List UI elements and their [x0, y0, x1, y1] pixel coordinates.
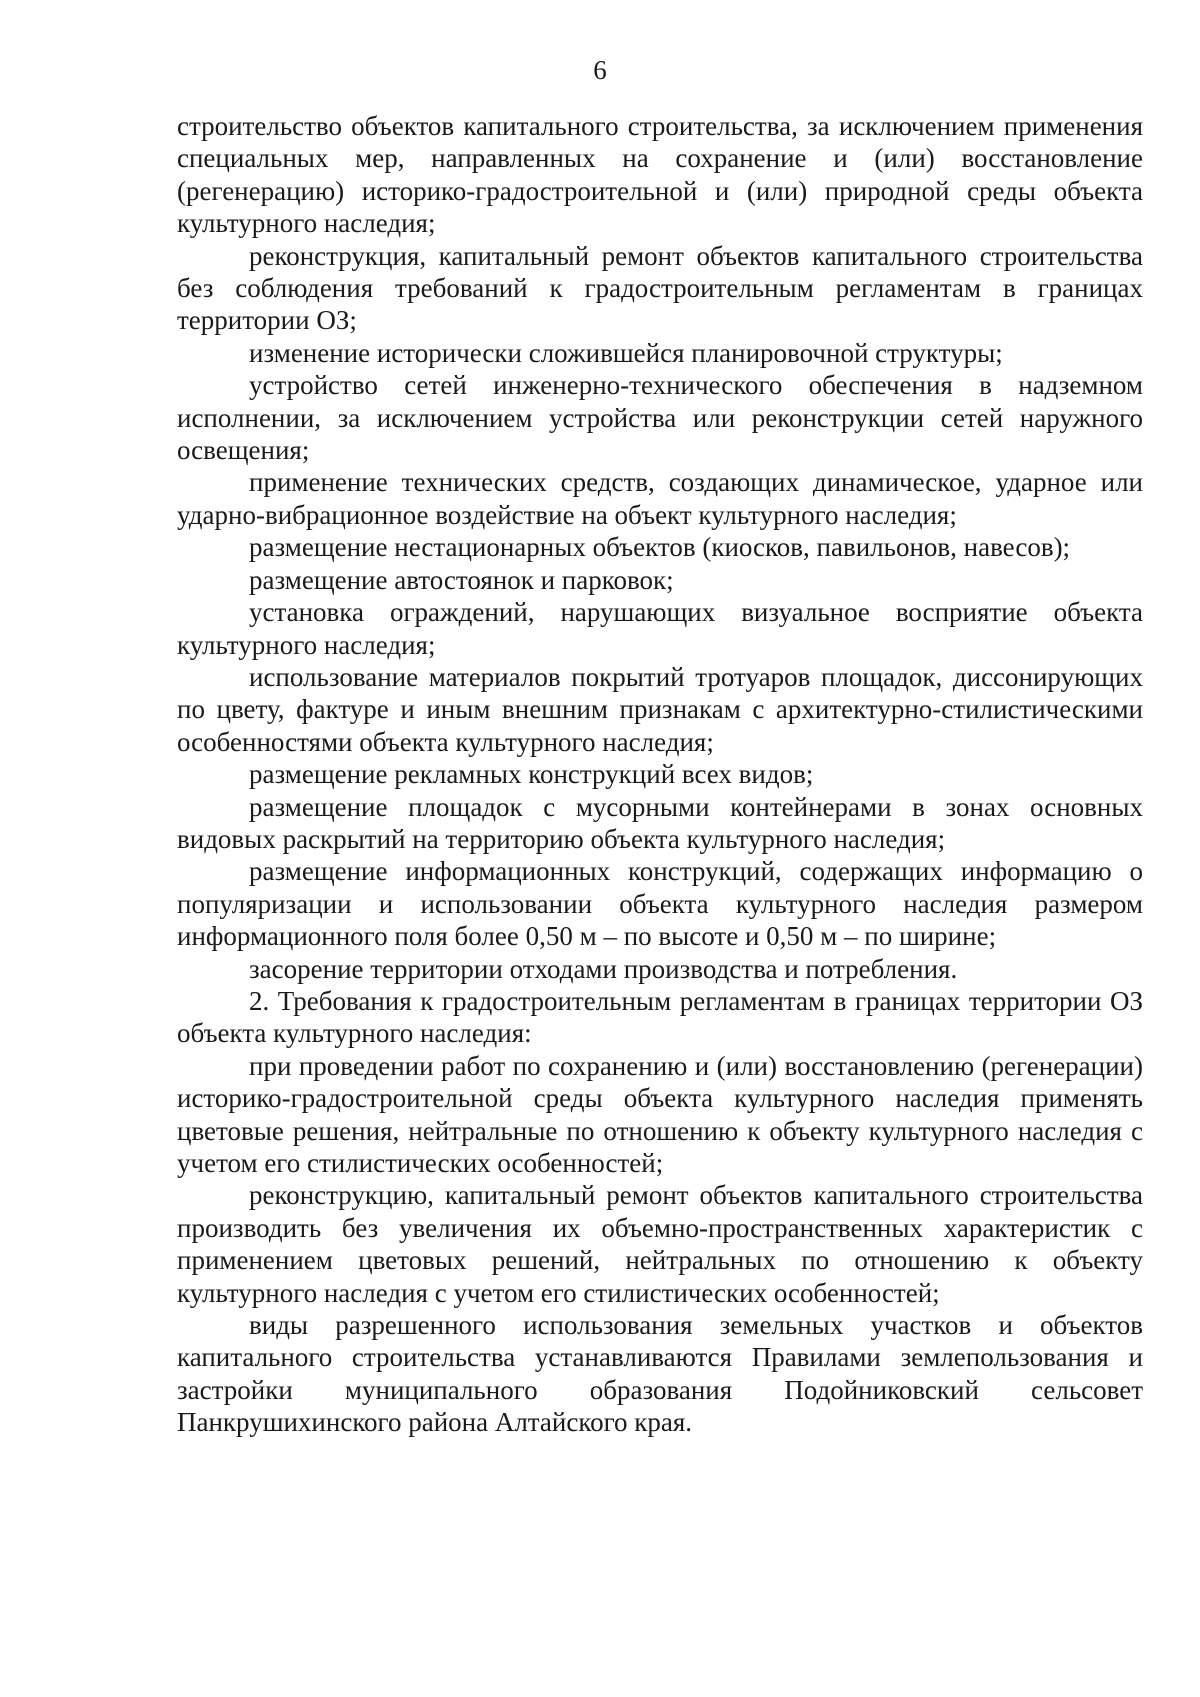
- paragraph-10: размещение рекламных конструкций всех видов;: [249, 759, 814, 790]
- page-number: 6: [593, 55, 607, 85]
- paragraph-4: устройство сетей инженерно-технического обеспечения в надземном исполнении, за исключением устройства или реконструкции сетей наружного освещения;: [177, 370, 1143, 466]
- paragraph-5: применение технических средств, создающих динамическое, ударное или ударно-вибрационное воздействие на объект культурного наследия;: [177, 467, 1143, 530]
- paragraph-11: размещение площадок с мусорными контейнерами в зонах основных видовых раскрытий на территорию объекта культурного наследия;: [177, 791, 1143, 854]
- paragraph-12: размещение информационных конструкций, содержащих информацию о популяризации и использовании объекта культурного наследия размером информационного поля более 0,50 м – по высоте и 0,50 м – по ширине;: [177, 856, 1143, 952]
- paragraph-3: изменение исторически сложившейся планировочной структуры;: [249, 337, 1003, 368]
- paragraph-8: установка ограждений, нарушающих визуальное восприятие объекта культурного наследия;: [177, 597, 1143, 660]
- paragraph-15: при проведении работ по сохранению и (или) восстановлению (регенерации) историко-градостроительной среды объекта культурного наследия применять цветовые решения, нейтральные по отношению к объекту культурного наследия с учетом его стилистических особенностей;: [177, 1050, 1143, 1178]
- paragraph-6: размещение нестационарных объектов (киосков, павильонов, навесов);: [249, 532, 1071, 563]
- paragraph-14: 2. Требования к градостроительным регламентам в границах территории ОЗ объекта культурного наследия:: [177, 985, 1143, 1049]
- paragraph-2: реконструкция, капитальный ремонт объектов капитального строительства без соблюдения требований к градостроительным регламентам в границах территории ОЗ;: [177, 240, 1143, 336]
- paragraph-1: строительство объектов капитального строительства, за исключением применения специальных мер, направленных на сохранение и (или) восстановление (регенерацию) историко-градостроительной и (или) природной среды объекта культурного наследия;: [177, 111, 1143, 239]
- paragraph-17: виды разрешенного использования земельных участков и объектов капитального строительства устанавливаются Правилами землепользования и застройки муниципального образования Подойниковский сельсовет Панкрушихинского района Алтайского края.: [177, 1310, 1143, 1438]
- paragraph-16: реконструкцию, капитальный ремонт объектов капитального строительства производить без увеличения их объемно-пространственных характеристик с применением цветовых решений, нейтральных по отношению к объекту культурного наследия с учетом его стилистических особенностей;: [177, 1180, 1143, 1308]
- paragraph-7: размещение автостоянок и парковок;: [249, 564, 674, 595]
- paragraph-9: использование материалов покрытий тротуаров площадок, диссонирующих по цвету, фактуре и иным внешним признакам с архитектурно-стилистическими особенностями объекта культурного наследия;: [177, 661, 1143, 757]
- paragraph-13: засорение территории отходами производства и потребления.: [249, 953, 958, 984]
- document-body: [177, 110, 1143, 1439]
